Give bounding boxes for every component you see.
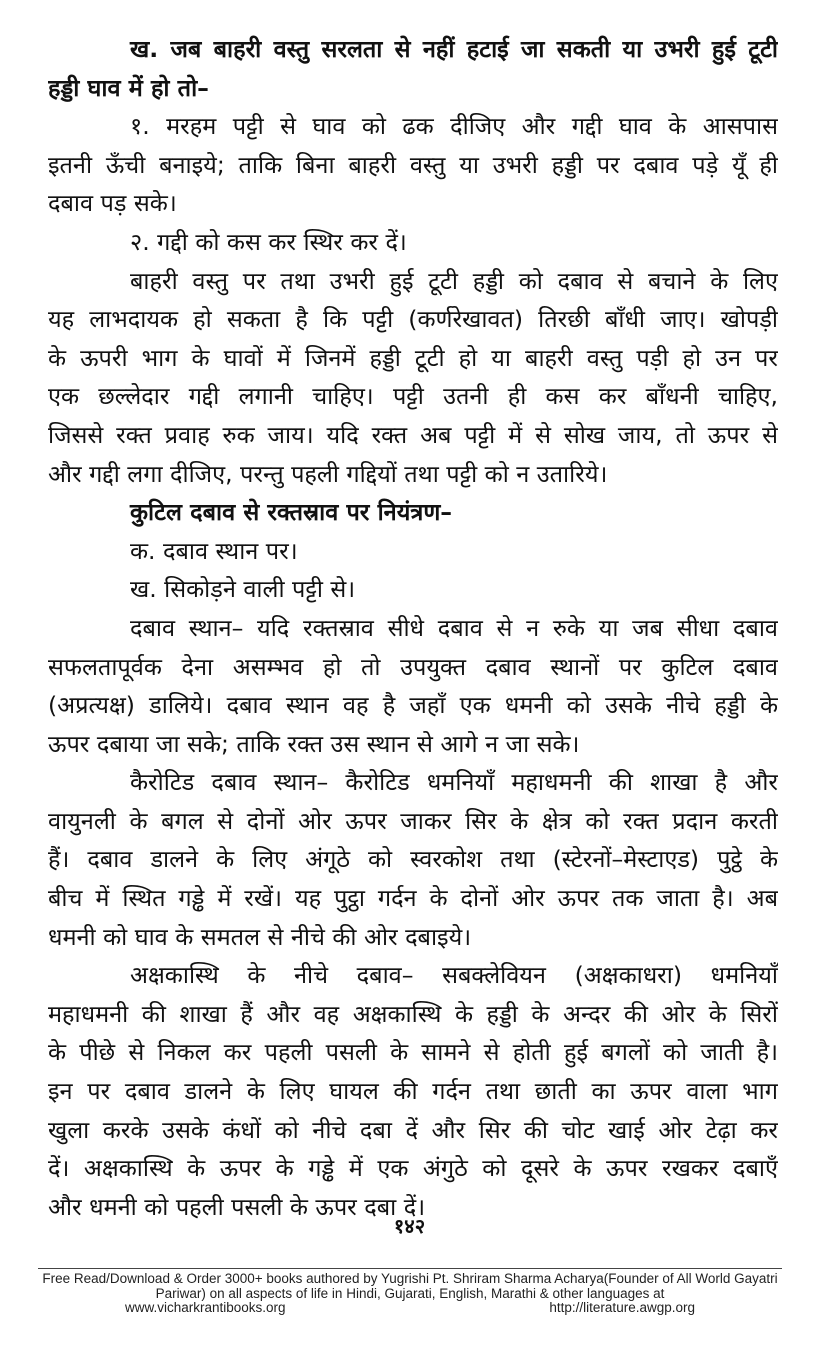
text-line: ऊपर दबाया जा सके; ताकि रक्त उस स्थान से आगे न जा सके। — [48, 729, 580, 758]
text-line: कैरोटिड दबाव स्थान– कैरोटिड धमनियाँ महाधमनी की शाखा है और — [130, 768, 778, 797]
text-line: ख. सिकोड़ने वाली पट्टी से। — [130, 575, 356, 604]
page-body — [48, 30, 778, 1226]
text-line: धमनी को घाव के समतल से नीचे की ओर दबाइये। — [48, 922, 472, 951]
footer-text: Free Read/Download & Order 3000+ books authored by Yugrishi Pt. Shriram Sharma Acharya(Founder of All World Gayatri Pariwar) on all aspects of life in Hindi, Gujarati, English, Marathi & other languages at — [42, 1271, 778, 1301]
text-line: खुला करके उसके कंधों को नीचे दबा दें और सिर की चोट खाई ओर टेढ़ा कर — [48, 1115, 778, 1144]
text-line: यह लाभदायक हो सकता है कि पट्टी (कर्णरेखावत) तिरछी बाँधी जाए। खोपड़ी — [48, 305, 778, 334]
text-line: हड्डी घाव में हो तो– — [48, 73, 209, 102]
text-line: हैं। दबाव डालने के लिए अंगूठे को स्वरकोश तथा (स्टेरनों–मेस्टाएड) पुट्ठे के — [48, 845, 778, 874]
text-line: और गद्दी लगा दीजिए, परन्तु पहली गद्दियों तथा पट्टी को न उतारिये। — [48, 459, 608, 488]
text-line: जिससे रक्त प्रवाह रुक जाय। यदि रक्त अब पट्टी में से सोख जाय, तो ऊपर से — [48, 420, 778, 449]
text-line: वायुनली के बगल से दोनों ओर ऊपर जाकर सिर के क्षेत्र को रक्त प्रदान करती — [48, 806, 778, 835]
footer-link-vicharkranti[interactable]: www.vicharkrantibooks.org — [125, 1300, 286, 1315]
text-line: कुटिल दबाव से रक्तस्राव पर नियंत्रण– — [130, 498, 453, 527]
text-line: बाहरी वस्तु पर तथा उभरी हुई टूटी हड्डी को दबाव से बचाने के लिए — [130, 266, 778, 295]
text-line: के पीछे से निकल कर पहली पसली के सामने से होती हुई बगलों को जाती है। — [48, 1038, 778, 1067]
text-line: २. गद्दी को कस कर स्थिर कर दें। — [130, 227, 407, 256]
text-line: इतनी ऊँची बनाइये; ताकि बिना बाहरी वस्तु या उभरी हड्डी पर दबाव पड़े यूँ ही — [48, 150, 778, 179]
footer-links — [125, 1300, 695, 1316]
text-line: दें। अक्षकास्थि के ऊपर के गड्ढे में एक अंगुठे को दूसरे के ऊपर रखकर दबाएँ — [48, 1154, 778, 1183]
text-line: क. दबाव स्थान पर। — [130, 536, 298, 565]
text-line: ख. जब बाहरी वस्तु सरलता से नहीं हटाई जा सकती या उभरी हुई टूटी — [130, 35, 778, 63]
footer-link-literature[interactable]: http://literature.awgp.org — [549, 1300, 695, 1315]
text-line: दबाव स्थान– यदि रक्तस्राव सीधे दबाव से न रुके या जब सीधा दबाव — [130, 613, 778, 642]
text-line: इन पर दबाव डालने के लिए घायल की गर्दन तथा छाती का ऊपर वाला भाग — [48, 1077, 778, 1106]
footer-divider — [38, 1268, 782, 1269]
text-line: बीच में स्थित गड्ढे में रखें। यह पुट्ठा गर्दन के दोनों ओर ऊपर तक जाता है। अब — [48, 884, 778, 913]
text-line: महाधमनी की शाखा हैं और वह अक्षकास्थि के हड्डी के अन्दर की ओर के सिरों — [48, 999, 778, 1028]
text-line: सफलतापूर्वक देना असम्भव हो तो उपयुक्त दबाव स्थानों पर कुटिल दबाव — [48, 652, 778, 681]
text-line: १. मरहम पट्टी से घाव को ढक दीजिए और गद्दी घाव के आसपास — [130, 112, 778, 141]
text-line: दबाव पड़ सके। — [48, 189, 177, 218]
text-line: (अप्रत्यक्ष) डालिये। दबाव स्थान वह है जहाँ एक धमनी को उसके नीचे हड्डी के — [48, 691, 778, 720]
page-number: १४२ — [393, 1214, 426, 1238]
text-line: और धमनी को पहली पसली के ऊपर दबा दें। — [48, 1192, 426, 1221]
text-line: अक्षकास्थि के नीचे दबाव– सबक्लेवियन (अक्षकाधरा) धमनियाँ — [130, 961, 778, 990]
text-line: के ऊपरी भाग के घावों में जिनमें हड्डी टूटी हो या बाहरी वस्तु पड़ी हो उन पर — [48, 343, 778, 372]
text-line: एक छल्लेदार गद्दी लगानी चाहिए। पट्टी उतनी ही कस कर बाँधनी चाहिए, — [48, 382, 778, 411]
